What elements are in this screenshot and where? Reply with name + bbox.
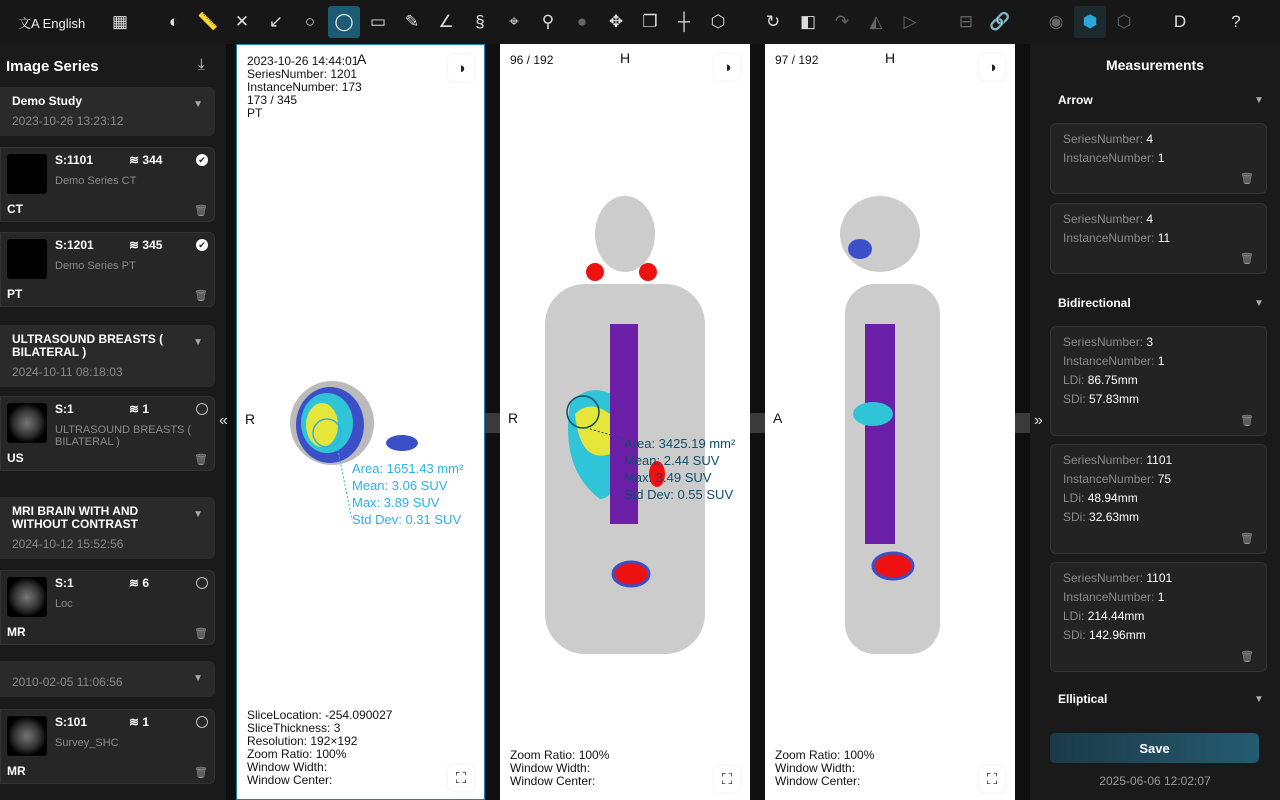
section-title: Arrow (1058, 93, 1093, 107)
field-label: LDi: (1063, 373, 1085, 387)
field-value: 75 (1157, 472, 1172, 486)
series-item[interactable] (0, 709, 215, 784)
fullscreen-icon[interactable]: ⛶ (979, 766, 1005, 792)
layers-icon: ≋ (129, 238, 143, 252)
series-thumbnail (7, 716, 47, 756)
count-value: 6 (142, 576, 150, 590)
caret-down-icon[interactable]: ▼ (193, 673, 203, 684)
fullscreen-icon[interactable]: ⛶ (714, 766, 740, 792)
viewport-info-bottom-left (247, 709, 392, 787)
layers-icon: ≋ (129, 576, 143, 590)
trash-icon[interactable]: 🗑 (194, 454, 208, 466)
series-modality: MR (7, 764, 26, 778)
field-value: 1 (1157, 354, 1165, 368)
study-header[interactable] (0, 661, 215, 697)
collapse-left-button[interactable]: « (219, 412, 228, 429)
measurement-row (1063, 335, 1254, 354)
image-series-panel (0, 44, 226, 800)
series-description: Survey_SHC (55, 737, 119, 749)
measurement-item[interactable] (1050, 326, 1267, 436)
field-value: 142.96mm (1089, 628, 1146, 642)
info-line: Window Center: (247, 773, 333, 787)
caret-down-icon[interactable]: ▼ (1254, 694, 1264, 705)
series-modality: CT (7, 202, 23, 216)
panel-title: Measurements (1105, 57, 1205, 73)
caret-down-icon[interactable]: ▼ (193, 337, 203, 348)
window-level-icon[interactable]: ◐ (168, 12, 180, 31)
roi-annotation (624, 435, 735, 503)
magnify-icon[interactable]: ● (576, 12, 588, 31)
annotation-line: Mean: 3.06 SUV (352, 478, 448, 493)
viewport-axial[interactable] (236, 44, 485, 800)
field-value: 86.75mm (1087, 373, 1138, 387)
orientation-left: R (508, 410, 519, 426)
field-label: SDi: (1063, 510, 1086, 524)
field-value: 3 (1146, 335, 1154, 349)
series-item[interactable] (0, 570, 215, 645)
measurements-panel (1030, 44, 1280, 800)
series-thumbnail (7, 403, 47, 443)
field-label: SDi: (1063, 628, 1086, 642)
count-value: 344 (142, 153, 163, 167)
field-label: SeriesNumber: (1063, 212, 1144, 226)
contrast-icon[interactable]: ◑ (979, 54, 1005, 80)
viewport-divider (1015, 413, 1030, 433)
series-thumbnail (7, 154, 47, 194)
measurement-item[interactable] (1050, 123, 1267, 194)
angle-icon[interactable]: ∠ (438, 12, 454, 31)
trash-icon[interactable]: 🗑 (1240, 651, 1254, 663)
info-line: Resolution: 192×192 (247, 734, 358, 748)
field-value: 4 (1146, 212, 1154, 226)
ellipse-icon[interactable]: ○ (304, 12, 316, 31)
annotation-line: Mean: 2.44 SUV (624, 453, 720, 468)
viewport-coronal[interactable] (500, 44, 750, 800)
info-line: 97 / 192 (775, 53, 819, 67)
info-line: Zoom Ratio: 100% (775, 748, 875, 762)
series-item[interactable] (0, 396, 215, 471)
series-modality: PT (7, 287, 23, 301)
info-line: Zoom Ratio: 100% (247, 747, 347, 761)
viewport-divider (750, 413, 765, 433)
study-title: ULTRASOUND BREASTS ( BILATERAL ) (12, 332, 164, 359)
invert-icon[interactable]: ◧ (799, 12, 817, 31)
mpr-cube-icon[interactable]: ⬢ (1074, 6, 1106, 38)
orientation-top: H (620, 50, 631, 66)
info-line: Window Width: (247, 760, 328, 774)
annotation-line: Std Dev: 0.55 SUV (624, 487, 734, 502)
field-label: LDi: (1063, 609, 1085, 623)
field-value: 4 (1146, 132, 1154, 146)
viewport-info-top-left (247, 55, 362, 120)
study-title: Demo Study (12, 94, 83, 108)
series-description: ULTRASOUND BREASTS ( BILATERAL ) (55, 424, 192, 448)
trash-icon[interactable]: 🗑 (194, 767, 208, 779)
orientation-left: A (773, 410, 783, 426)
caret-down-icon[interactable]: ▼ (1254, 298, 1264, 309)
trash-icon[interactable]: 🗑 (1240, 415, 1254, 427)
info-line: 173 / 345 (247, 93, 298, 107)
ruler-icon[interactable]: 📏 (197, 12, 219, 31)
unchecked-icon[interactable] (196, 577, 208, 589)
measurement-row (1063, 373, 1254, 392)
spline-icon[interactable]: § (475, 12, 485, 31)
field-label: InstanceNumber: (1063, 354, 1155, 368)
annotation-line: Max: 3.49 SUV (624, 470, 712, 485)
series-thumbnail (7, 577, 47, 617)
arrow-icon[interactable]: ↙ (268, 12, 284, 31)
field-label: SDi: (1063, 392, 1086, 406)
link-icon[interactable]: 🔗 (989, 12, 1011, 31)
annotation-line: Max: 3.89 SUV (352, 495, 440, 510)
series-number: S:1 (55, 576, 74, 590)
series-description: Loc (55, 598, 73, 610)
study-date: 2024-10-11 08:18:03 (12, 365, 123, 379)
bidirectional-icon[interactable]: ✕ (234, 12, 250, 31)
measurement-row (1063, 392, 1254, 411)
section-title: Bidirectional (1058, 296, 1131, 310)
reference-lines-icon[interactable]: ┼ (677, 12, 691, 31)
rotate-view-icon[interactable]: ↷ (834, 12, 850, 31)
study-header[interactable] (0, 497, 215, 559)
study-header[interactable] (0, 325, 215, 387)
annotation-line: Area: 1651.43 mm² (352, 461, 464, 476)
unchecked-icon[interactable] (196, 716, 208, 728)
field-label: SeriesNumber: (1063, 132, 1144, 146)
measurement-row (1063, 132, 1254, 151)
3d-volume-icon[interactable]: ⬡ (1116, 12, 1132, 31)
split-icon[interactable]: ⊟ (958, 12, 974, 31)
viewport-sagittal[interactable] (765, 44, 1015, 800)
checked-icon[interactable]: ✔ (196, 154, 208, 166)
measurement-section-bidirectional[interactable] (1058, 296, 1264, 310)
orientation-left: R (245, 411, 256, 427)
contrast-icon[interactable]: ◑ (448, 55, 474, 81)
circle-roi-icon[interactable]: ◯ (328, 6, 360, 38)
field-label: InstanceNumber: (1063, 472, 1155, 486)
info-line: Window Center: (510, 774, 596, 788)
measurement-row (1063, 231, 1254, 250)
fullscreen-icon[interactable]: ⛶ (448, 765, 474, 791)
rotate-icon[interactable]: ↻ (765, 12, 781, 31)
info-line: 2023-10-26 14:44:01 (247, 54, 359, 68)
measurement-row (1063, 354, 1254, 373)
zoom-icon[interactable]: ⚲ (541, 12, 555, 31)
save-timestamp: 2025-06-06 12:02:07 (1099, 774, 1211, 788)
caret-down-icon[interactable]: ▼ (193, 99, 203, 110)
count-value: 1 (142, 402, 150, 416)
field-value: 214.44mm (1087, 609, 1145, 623)
series-number: S:101 (55, 715, 88, 729)
series-description: Demo Series CT (55, 175, 137, 187)
field-value: 1101 (1146, 453, 1173, 467)
collapse-right-button[interactable]: » (1034, 412, 1043, 429)
image-count (129, 153, 162, 167)
measurement-section-elliptical[interactable] (1058, 692, 1264, 706)
series-modality: US (7, 451, 24, 465)
measurement-item[interactable] (1050, 203, 1267, 274)
crosshair-icon[interactable]: ⌖ (509, 12, 519, 31)
fusion-icon[interactable]: ◉ (1048, 12, 1064, 31)
annotation-line: Std Dev: 0.31 SUV (352, 512, 462, 527)
field-label: InstanceNumber: (1063, 590, 1155, 604)
trash-icon[interactable]: 🗑 (194, 290, 208, 302)
series-thumbnail (7, 239, 47, 279)
freehand-icon[interactable]: ✎ (404, 12, 420, 31)
field-label: SeriesNumber: (1063, 453, 1144, 467)
image-count (129, 576, 149, 590)
image-count (129, 715, 149, 729)
medical-image (237, 45, 484, 799)
dicom-tags-icon[interactable]: D (1173, 12, 1187, 31)
3d-rotate-icon[interactable]: ⬡ (710, 12, 726, 31)
translate-icon: 文A (18, 16, 43, 31)
measurement-row (1063, 510, 1254, 529)
info-line: Window Width: (510, 761, 591, 775)
flip-horizontal-icon[interactable]: ◭ (869, 12, 883, 31)
viewport-info-top-left (510, 54, 553, 67)
info-line: InstanceNumber: 173 (247, 80, 362, 94)
medical-image (500, 44, 750, 800)
toolbar (0, 0, 1280, 44)
field-value: 1101 (1146, 571, 1173, 585)
language-selector[interactable]: 文A English (18, 16, 86, 31)
trash-icon[interactable]: 🗑 (1240, 253, 1254, 265)
info-line: Window Center: (775, 774, 861, 788)
viewport-divider (485, 413, 500, 433)
help-icon[interactable]: ? (1231, 12, 1241, 31)
contrast-icon[interactable]: ◑ (714, 54, 740, 80)
unchecked-icon[interactable] (196, 403, 208, 415)
trash-icon[interactable]: 🗑 (194, 205, 208, 217)
field-value: 11 (1157, 231, 1171, 245)
field-value: 32.63mm (1089, 510, 1140, 524)
count-value: 1 (142, 715, 150, 729)
flip-vertical-icon[interactable]: ▷ (903, 12, 917, 31)
series-number: S:1 (55, 402, 74, 416)
panel-title: Image Series (6, 58, 99, 75)
measurement-item[interactable] (1050, 444, 1267, 554)
orientation-top: A (357, 51, 367, 67)
series-modality: MR (7, 625, 26, 639)
count-value: 345 (142, 238, 163, 252)
series-item[interactable] (0, 232, 215, 307)
field-label: InstanceNumber: (1063, 231, 1155, 245)
measurement-row (1063, 590, 1254, 609)
section-title: Elliptical (1058, 692, 1108, 706)
study-date: 2024-10-12 15:52:56 (12, 537, 124, 551)
measurement-row (1063, 491, 1254, 510)
info-line: SliceThickness: 3 (247, 721, 341, 735)
info-line: PT (247, 106, 263, 120)
measurement-row (1063, 472, 1254, 491)
medical-image (765, 44, 1015, 800)
study-date: 2023-10-26 13:23:12 (12, 114, 124, 128)
field-label: SeriesNumber: (1063, 335, 1144, 349)
roi-annotation (352, 460, 463, 528)
field-label: SeriesNumber: (1063, 571, 1144, 585)
field-label: LDi: (1063, 491, 1085, 505)
info-line: SliceLocation: -254.090027 (247, 708, 393, 722)
checked-icon[interactable]: ✔ (196, 239, 208, 251)
measurement-row (1063, 628, 1254, 647)
series-item[interactable] (0, 147, 215, 222)
info-line: Window Width: (775, 761, 856, 775)
measurement-row (1063, 609, 1254, 628)
viewport-info-bottom-left (510, 749, 609, 788)
layers-icon: ≋ (129, 153, 143, 167)
download-icon[interactable]: ⤓ (198, 56, 205, 73)
measurement-row (1063, 453, 1254, 472)
orientation-top: H (885, 50, 896, 66)
caret-down-icon[interactable]: ▼ (193, 509, 203, 520)
info-line: 96 / 192 (510, 53, 554, 67)
study-date: 2010-02-05 11:06:56 (12, 675, 123, 689)
measurement-row (1063, 212, 1254, 231)
grid-layout-icon[interactable]: ▦ (111, 12, 129, 31)
measurement-item[interactable] (1050, 562, 1267, 672)
info-line: Zoom Ratio: 100% (510, 748, 610, 762)
pan-icon[interactable]: ✥ (608, 12, 624, 31)
image-count (129, 402, 149, 416)
viewport-info-top-left (775, 54, 818, 67)
series-number: S:1101 (55, 153, 94, 167)
layers-icon: ≋ (129, 402, 143, 416)
measurement-row (1063, 571, 1254, 590)
measurement-section-arrow[interactable] (1058, 93, 1264, 107)
layers-icon: ≋ (129, 715, 143, 729)
series-number: S:1201 (55, 238, 94, 252)
field-value: 1 (1157, 590, 1165, 604)
image-count (129, 238, 162, 252)
series-description: Demo Series PT (55, 260, 136, 272)
field-label: InstanceNumber: (1063, 151, 1155, 165)
trash-icon[interactable]: 🗑 (1240, 173, 1254, 185)
trash-icon[interactable]: 🗑 (194, 628, 208, 640)
study-title: MRI BRAIN WITH AND WITHOUT CONTRAST (12, 504, 139, 531)
rectangle-roi-icon[interactable]: ▭ (369, 12, 387, 31)
field-value: 57.83mm (1089, 392, 1140, 406)
save-button[interactable]: Save (1050, 733, 1259, 763)
caret-down-icon[interactable]: ▼ (1254, 95, 1264, 106)
annotation-line: Area: 3425.19 mm² (624, 436, 736, 451)
viewport-info-bottom-left (775, 749, 874, 788)
study-header[interactable] (0, 87, 215, 136)
info-line: SeriesNumber: 1201 (247, 67, 358, 81)
measurement-row (1063, 151, 1254, 170)
field-value: 1 (1157, 151, 1165, 165)
trash-icon[interactable]: 🗑 (1240, 533, 1254, 545)
field-value: 48.94mm (1087, 491, 1138, 505)
stack-icon[interactable]: ❐ (642, 12, 658, 31)
